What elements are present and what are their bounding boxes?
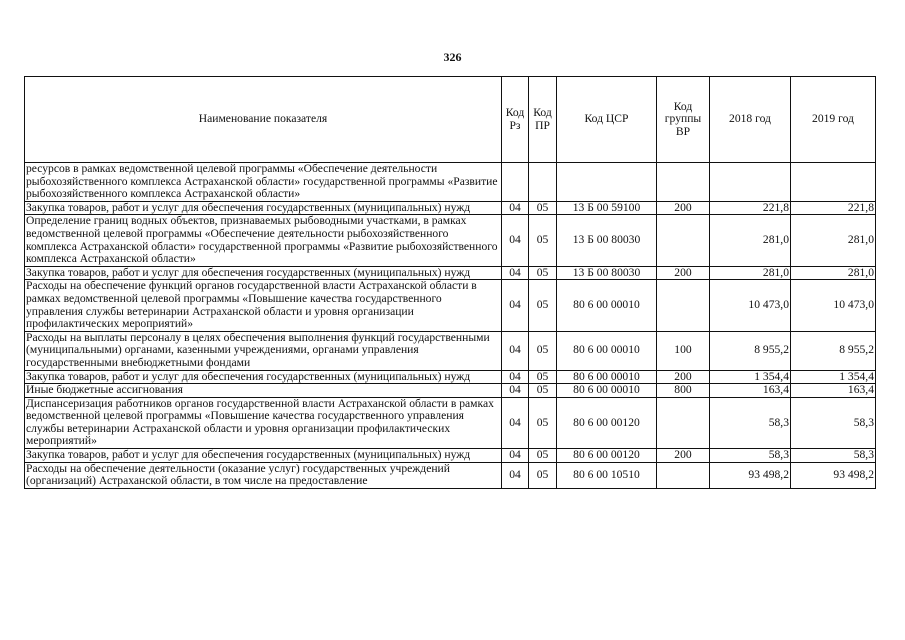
code-vr: 200 — [657, 201, 710, 215]
indicator-name: Расходы на обеспечение деятельности (оказание услуг) государственных учреждений (организаций) Астраханской области, в том числе на предоставление — [25, 462, 502, 488]
table-row — [25, 462, 876, 488]
indicator-name: Диспансеризация работников органов государственной власти Астраханской области в рамках ведомственной целевой программы «Повышение качества государственного управления службы ветеринарии Астраханской области и уровня организации профилактических мероприятий» — [25, 397, 502, 448]
code-csr — [557, 163, 657, 202]
amount-2018: 1 354,4 — [710, 370, 791, 384]
code-vr: 200 — [657, 266, 710, 280]
header-vr: Код группы ВР — [657, 77, 710, 163]
amount-2018: 221,8 — [710, 201, 791, 215]
indicator-name: Закупка товаров, работ и услуг для обеспечения государственных (муниципальных) нужд — [25, 449, 502, 463]
amount-2018: 281,0 — [710, 266, 791, 280]
table-row — [25, 449, 876, 463]
code-vr: 200 — [657, 449, 710, 463]
code-rz: 04 — [502, 397, 529, 448]
code-pr: 05 — [529, 280, 557, 331]
code-csr: 80 6 00 10510 — [557, 462, 657, 488]
amount-2019: 1 354,4 — [791, 370, 876, 384]
code-rz: 04 — [502, 449, 529, 463]
amount-2019: 163,4 — [791, 384, 876, 398]
amount-2018: 58,3 — [710, 449, 791, 463]
code-pr: 05 — [529, 462, 557, 488]
amount-2019: 221,8 — [791, 201, 876, 215]
code-vr — [657, 163, 710, 202]
table-row — [25, 397, 876, 448]
indicator-name: Закупка товаров, работ и услуг для обеспечения государственных (муниципальных) нужд — [25, 266, 502, 280]
code-csr: 13 Б 00 80030 — [557, 266, 657, 280]
code-pr: 05 — [529, 370, 557, 384]
code-csr: 80 6 00 00010 — [557, 331, 657, 370]
page-number: 326 — [443, 50, 462, 64]
amount-2019 — [791, 163, 876, 202]
amount-2018 — [710, 163, 791, 202]
indicator-name: Расходы на обеспечение функций органов государственной власти Астраханской области в рамках ведомственной целевой программы «Повышение качества государственного управления службы ветеринарии Астраханской области и уровня организации профилактических мероприятий» — [25, 280, 502, 331]
amount-2019: 8 955,2 — [791, 331, 876, 370]
code-rz: 04 — [502, 215, 529, 266]
table-header — [25, 77, 876, 163]
amount-2018: 93 498,2 — [710, 462, 791, 488]
code-pr: 05 — [529, 331, 557, 370]
indicator-name: Определение границ водных объектов, признаваемых рыбоводными участками, в рамках ведомственной целевой программы «Обеспечение деятельности рыбохозяйственного комплекса Астраханской области» государственной программы «Развитие рыбохозяйственного комплекса Астраханской области» — [25, 215, 502, 266]
code-pr: 05 — [529, 215, 557, 266]
code-csr: 80 6 00 00120 — [557, 449, 657, 463]
code-csr: 13 Б 00 59100 — [557, 201, 657, 215]
header-year-2019: 2019 год — [791, 77, 876, 163]
code-vr — [657, 462, 710, 488]
code-pr: 05 — [529, 384, 557, 398]
amount-2019: 58,3 — [791, 449, 876, 463]
table-row — [25, 215, 876, 266]
amount-2018: 8 955,2 — [710, 331, 791, 370]
indicator-name: Закупка товаров, работ и услуг для обеспечения государственных (муниципальных) нужд — [25, 370, 502, 384]
code-rz: 04 — [502, 331, 529, 370]
indicator-name: Закупка товаров, работ и услуг для обеспечения государственных (муниципальных) нужд — [25, 201, 502, 215]
budget-table — [24, 76, 876, 489]
amount-2019: 93 498,2 — [791, 462, 876, 488]
amount-2018: 163,4 — [710, 384, 791, 398]
code-vr — [657, 397, 710, 448]
table-row — [25, 266, 876, 280]
code-csr: 80 6 00 00120 — [557, 397, 657, 448]
code-csr: 80 6 00 00010 — [557, 280, 657, 331]
code-csr: 80 6 00 00010 — [557, 370, 657, 384]
indicator-name: Иные бюджетные ассигнования — [25, 384, 502, 398]
code-pr: 05 — [529, 201, 557, 215]
code-pr: 05 — [529, 449, 557, 463]
code-rz: 04 — [502, 384, 529, 398]
amount-2019: 281,0 — [791, 266, 876, 280]
code-vr: 800 — [657, 384, 710, 398]
code-pr: 05 — [529, 266, 557, 280]
indicator-name: ресурсов в рамках ведомственной целевой программы «Обеспечение деятельности рыбохозяйственного комплекса Астраханской области» государственной программы «Развитие рыбохозяйственного комплекса Астраханской области» — [25, 163, 502, 202]
table-row — [25, 201, 876, 215]
amount-2019: 10 473,0 — [791, 280, 876, 331]
code-rz: 04 — [502, 280, 529, 331]
code-csr: 13 Б 00 80030 — [557, 215, 657, 266]
header-pr: Код ПР — [529, 77, 557, 163]
table-row — [25, 384, 876, 398]
amount-2019: 58,3 — [791, 397, 876, 448]
code-vr: 200 — [657, 370, 710, 384]
code-rz: 04 — [502, 266, 529, 280]
code-vr — [657, 280, 710, 331]
code-rz: 04 — [502, 462, 529, 488]
header-rz: Код Рз — [502, 77, 529, 163]
table-row — [25, 331, 876, 370]
table-body — [25, 163, 876, 489]
table-row — [25, 163, 876, 202]
code-csr: 80 6 00 00010 — [557, 384, 657, 398]
table-row — [25, 370, 876, 384]
amount-2018: 10 473,0 — [710, 280, 791, 331]
code-pr — [529, 163, 557, 202]
code-rz: 04 — [502, 201, 529, 215]
code-rz: 04 — [502, 370, 529, 384]
code-pr: 05 — [529, 397, 557, 448]
header-year-2018: 2018 год — [710, 77, 791, 163]
indicator-name: Расходы на выплаты персоналу в целях обеспечения выполнения функций государственными (муниципальными) органами, казенными учреждениями, органами управления государственными внебюджетными фондами — [25, 331, 502, 370]
amount-2018: 58,3 — [710, 397, 791, 448]
amount-2018: 281,0 — [710, 215, 791, 266]
code-vr — [657, 215, 710, 266]
header-csr: Код ЦСР — [557, 77, 657, 163]
code-rz — [502, 163, 529, 202]
table-row — [25, 280, 876, 331]
amount-2019: 281,0 — [791, 215, 876, 266]
code-vr: 100 — [657, 331, 710, 370]
header-name: Наименование показателя — [25, 77, 502, 163]
